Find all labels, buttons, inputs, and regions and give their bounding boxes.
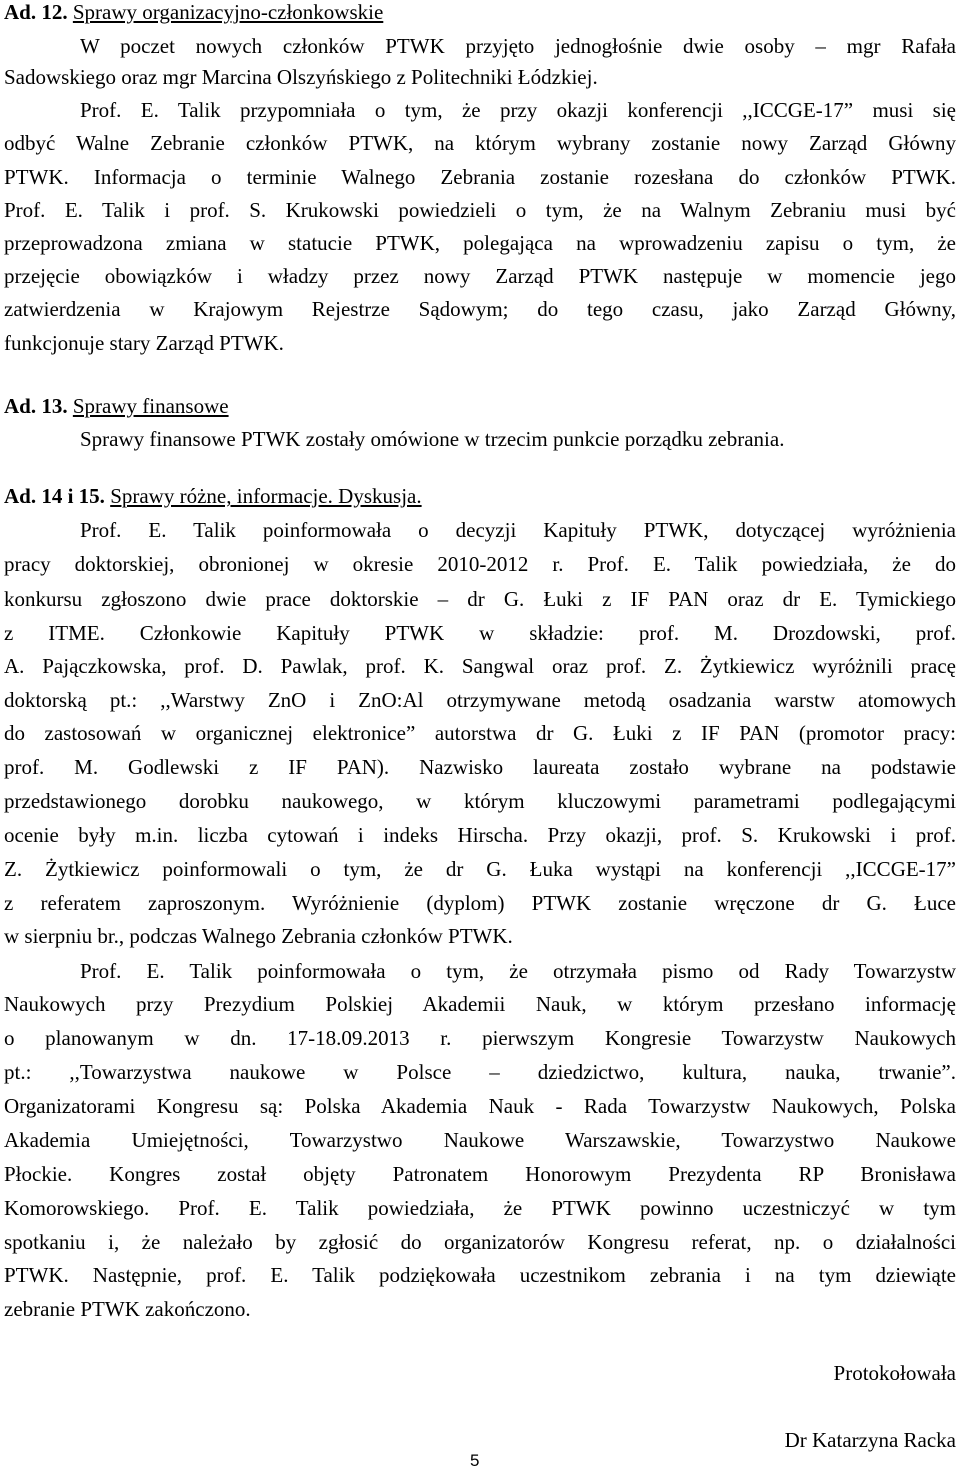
ad14-line-23: PTWK. Następnie, prof. E. Talik podziękowała uczestnikom zebrania i na tym dziewiąte xyxy=(4,1263,956,1287)
ad14-heading-number: Ad. 14 i 15. xyxy=(4,484,105,508)
ad12-line-1: W poczet nowych członków PTWK przyjęto jednogłośnie dwie osoby – mgr Rafała xyxy=(80,34,956,58)
ad12-line-10: funkcjonuje stary Zarząd PTWK. xyxy=(4,331,284,355)
signature-name: Dr Katarzyna Racka xyxy=(784,1428,956,1452)
ad14-line-16: o planowanym w dn. 17-18.09.2013 r. pierwszym Kongresie Towarzystw Naukowych xyxy=(4,1026,956,1050)
signature-role: Protokołowała xyxy=(833,1361,956,1385)
ad14-heading-title: Sprawy różne, informacje. Dyskusja. xyxy=(110,484,422,508)
ad14-line-7: do zastosowań w organicznej elektronice” autorstwa dr G. Łuki z IF PAN (promotor pracy: xyxy=(4,721,956,745)
ad14-line-13: w sierpniu br., podczas Walnego Zebrania członków PTWK. xyxy=(4,924,513,948)
ad14-line-5: A. Pajączkowska, prof. D. Pawlak, prof. K. Sangwal oraz prof. Z. Żytkiewicz wyróżnili pracę xyxy=(4,654,956,678)
ad14-line-6: doktorską pt.: ,,Warstwy ZnO i ZnO:Al otrzymywane metodą osadzania warstw atomowych xyxy=(4,688,956,712)
ad14-line-9: przedstawionego dorobku naukowego, w którym kluczowymi parametrami podlegającymi xyxy=(4,789,956,813)
ad14-line-10: ocenie były m.in. liczba cytowań i indeks Hirscha. Przy okazji, prof. S. Krukowski i prof. xyxy=(4,823,956,847)
ad13-heading-number: Ad. 13. xyxy=(4,394,68,418)
ad12-line-3: Prof. E. Talik przypomniała o tym, że przy okazji konferencji ,,ICCGE-17” musi się xyxy=(80,98,956,122)
ad14-line-2: pracy doktorskiej, obronionej w okresie 2010-2012 r. Prof. E. Talik powiedziała, że do xyxy=(4,552,956,576)
ad14-line-11: Z. Żytkiewicz poinformowali o tym, że dr G. Łuka wystąpi na konferencji ,,ICCGE-17” xyxy=(4,857,956,881)
ad14-line-15: Naukowych przy Prezydium Polskiej Akademii Nauk, w którym przesłano informację xyxy=(4,992,956,1016)
ad13-heading-title: Sprawy finansowe xyxy=(72,394,229,418)
ad12-heading-number: Ad. 12. xyxy=(4,0,68,24)
ad12-heading-title: Sprawy organizacyjno-członkowskie xyxy=(72,0,384,24)
ad14-line-18: Organizatorami Kongresu są: Polska Akademia Nauk - Rada Towarzystw Naukowych, Polska xyxy=(4,1094,956,1118)
ad14-line-19: Akademia Umiejętności, Towarzystwo Naukowe Warszawskie, Towarzystwo Naukowe xyxy=(4,1128,956,1152)
ad12-line-6: Prof. E. Talik i prof. S. Krukowski powiedzieli o tym, że na Walnym Zebraniu musi być xyxy=(4,198,956,222)
ad14-line-12: z referatem zaproszonym. Wyróżnienie (dyplom) PTWK zostanie wręczone dr G. Łuce xyxy=(4,891,956,915)
ad12-line-8: przejęcie obowiązków i władzy przez nowy Zarząd PTWK następuje w momencie jego xyxy=(4,264,956,288)
ad13-heading xyxy=(4,396,229,417)
ad14-line-20: Płockie. Kongres został objęty Patronatem Honorowym Prezydenta RP Bronisława xyxy=(4,1162,956,1186)
ad14-line-3: konkursu zgłoszono dwie prace doktorskie – dr G. Łuki z IF PAN oraz dr E. Tymickiego xyxy=(4,587,956,611)
ad12-line-5: PTWK. Informacja o terminie Walnego Zebrania zostanie rozesłana do członków PTWK. xyxy=(4,165,956,189)
ad13-line-1: Sprawy finansowe PTWK zostały omówione w trzecim punkcie porządku zebrania. xyxy=(80,427,785,451)
ad12-line-2: Sadowskiego oraz mgr Marcina Olszyńskiego z Politechniki Łódzkiej. xyxy=(4,65,598,89)
ad12-line-9: zatwierdzenia w Krajowym Rejestrze Sądowym; do tego czasu, jako Zarząd Główny, xyxy=(4,297,956,321)
ad14-line-21: Komorowskiego. Prof. E. Talik powiedziała, że PTWK powinno uczestniczyć w tym xyxy=(4,1196,956,1220)
ad14-line-1: Prof. E. Talik poinformowała o decyzji Kapituły PTWK, dotyczącej wyróżnienia xyxy=(80,518,956,542)
ad14-line-4: z ITME. Członkowie Kapituły PTWK w składzie: prof. M. Drozdowski, prof. xyxy=(4,621,956,645)
page-number: 5 xyxy=(470,1451,480,1470)
ad12-line-7: przeprowadzona zmiana w statucie PTWK, polegająca na wprowadzeniu zapisu o tym, że xyxy=(4,231,956,255)
ad14-line-17: pt.: ,,Towarzystwa naukowe w Polsce – dziedzictwo, kultura, nauka, trwanie”. xyxy=(4,1060,956,1084)
ad14-line-24: zebranie PTWK zakończono. xyxy=(4,1297,251,1321)
ad12-heading xyxy=(4,2,383,23)
ad14-line-22: spotkaniu i, że należało by zgłosić do organizatorów Kongresu referat, np. o działalności xyxy=(4,1230,956,1254)
ad12-line-4: odbyć Walne Zebranie członków PTWK, na którym wybrany zostanie nowy Zarząd Główny xyxy=(4,131,956,155)
ad14-heading xyxy=(4,486,422,507)
ad14-line-8: prof. M. Godlewski z IF PAN). Nazwisko laureata zostało wybrane na podstawie xyxy=(4,755,956,779)
ad14-line-14: Prof. E. Talik poinformowała o tym, że otrzymała pismo od Rady Towarzystw xyxy=(80,959,956,983)
